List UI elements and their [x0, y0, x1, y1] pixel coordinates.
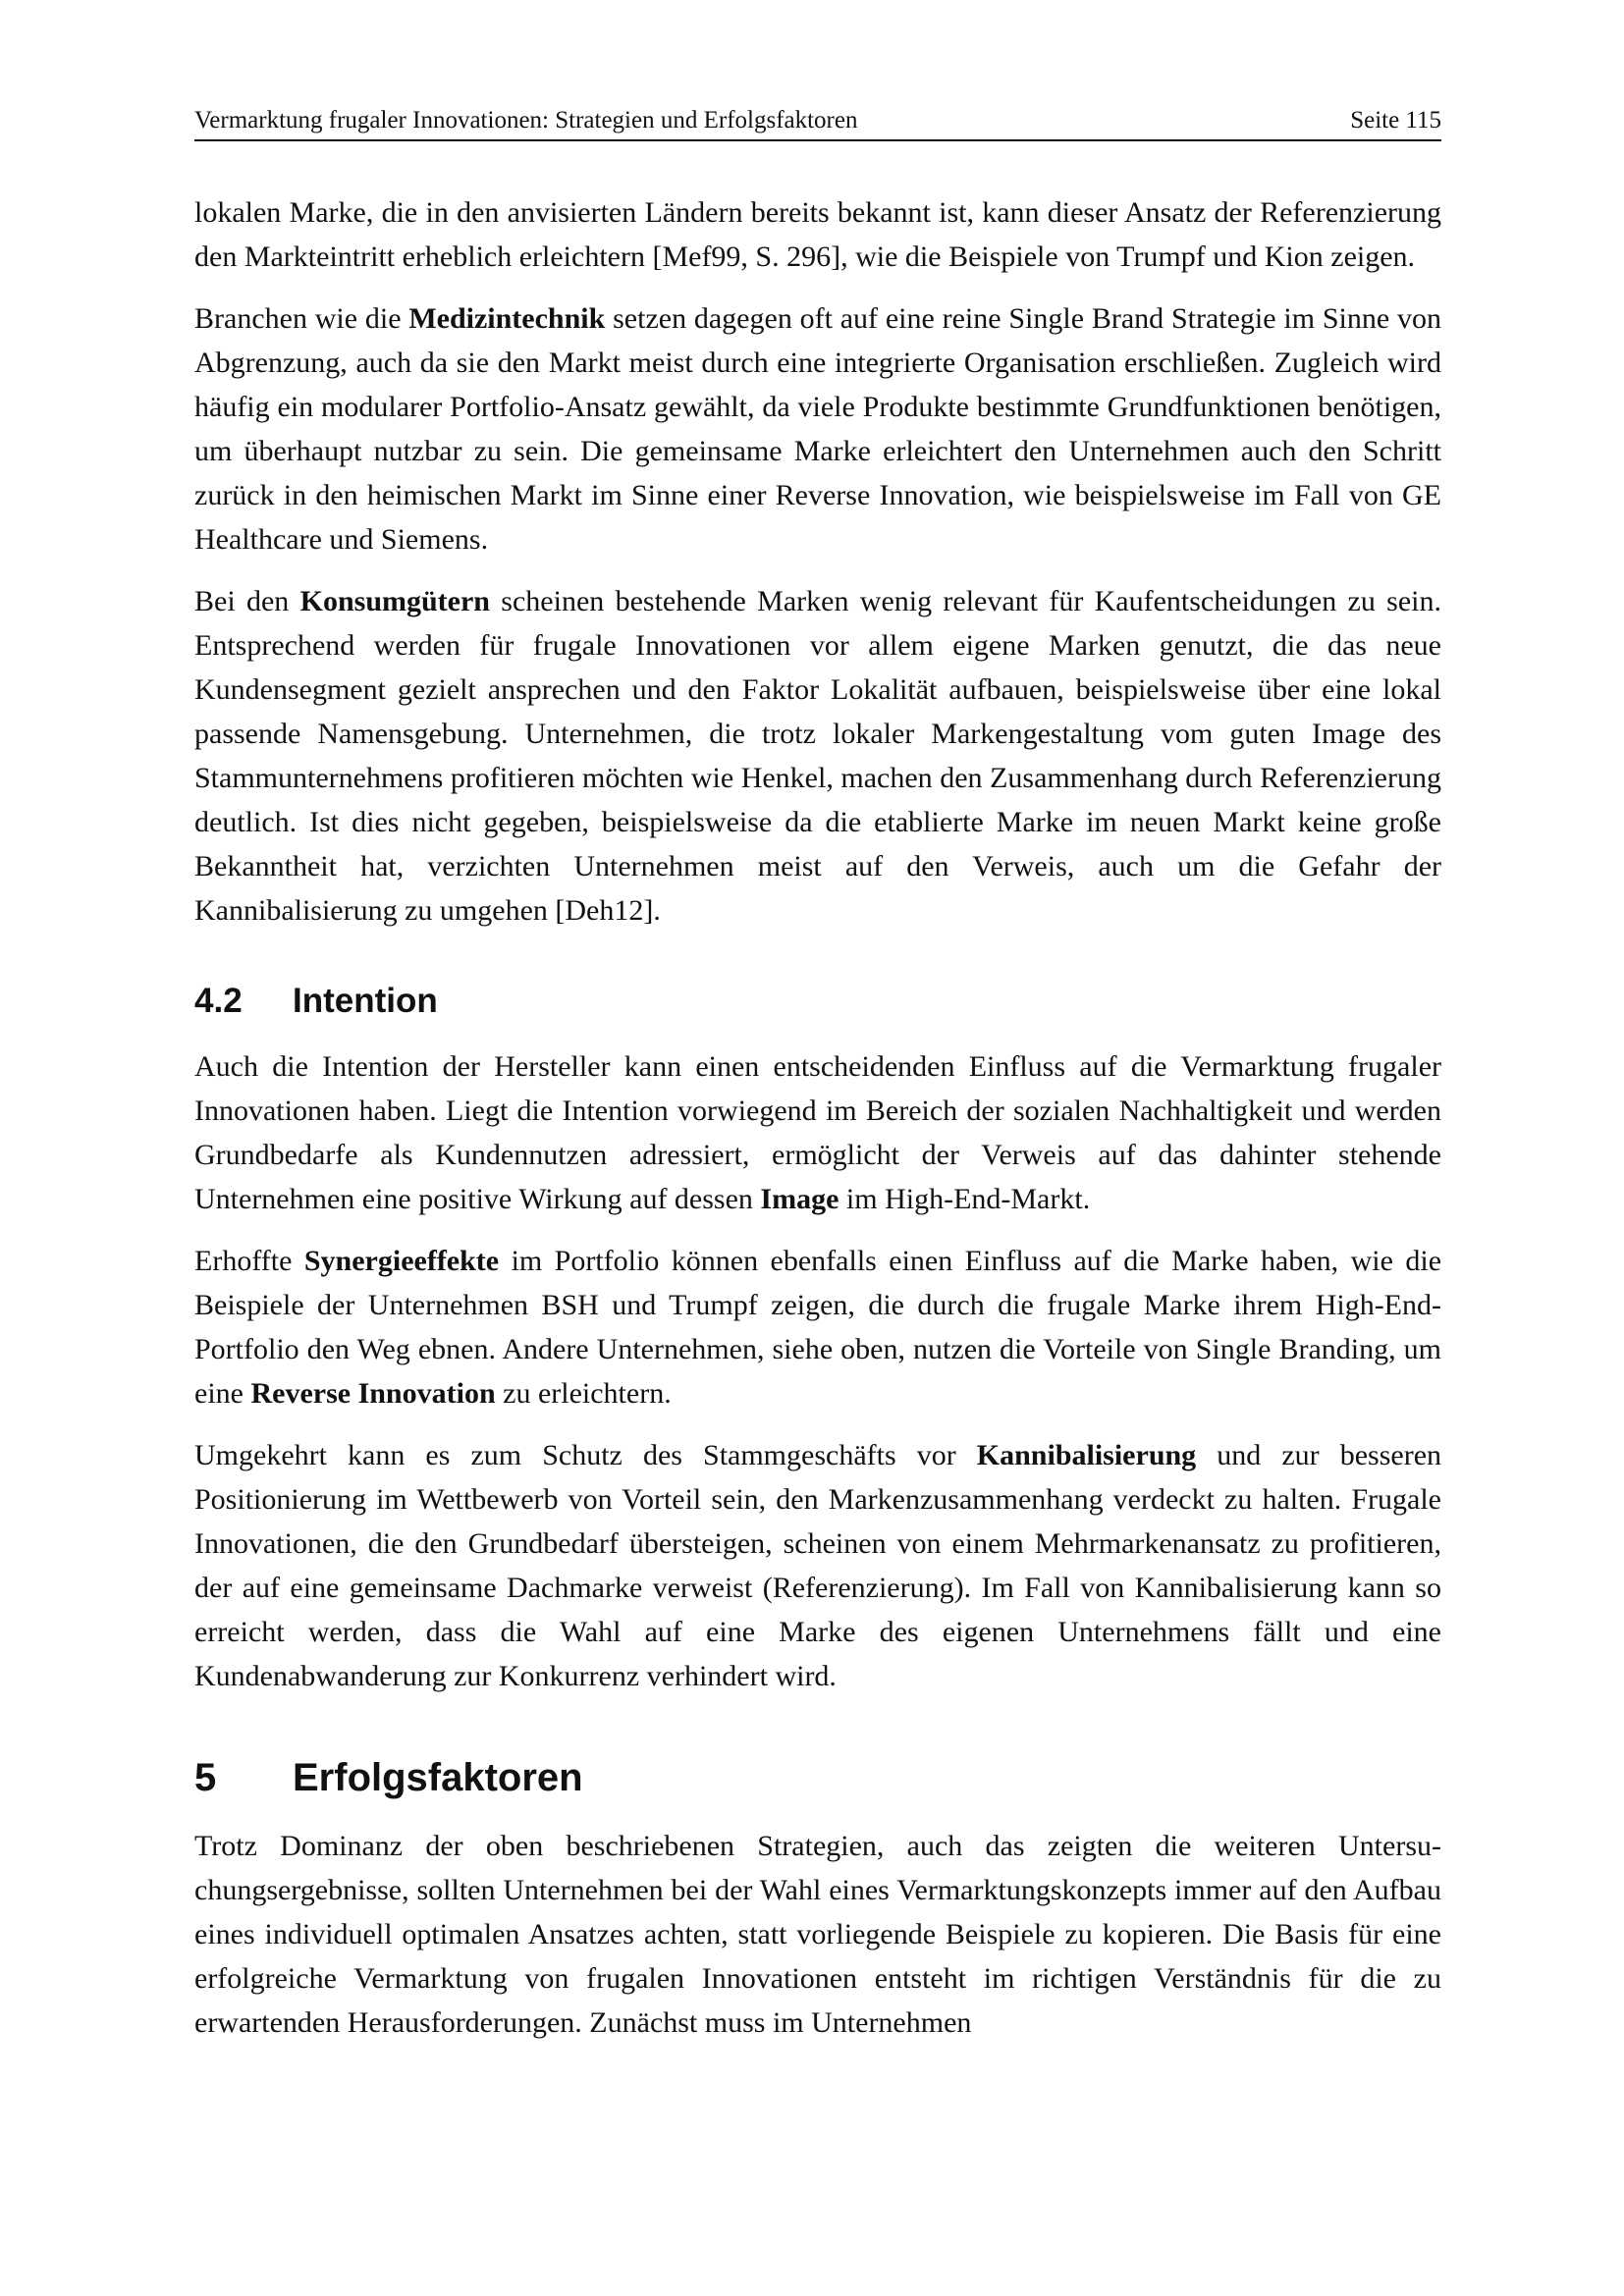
paragraph-text: scheinen bestehende Marken wenig relevant für Kaufentscheidungen zu sein. Entsprechend werden für frugale Innovationen vor allem eigene Marken genutzt, die das neue Kundensegment gezielt ansprechen und den Faktor Lokalität aufbauen, beispielsweise über eine lokal passende Namensgebung. Unternehmen, die trotz lokaler Markengestaltung vom guten Image des Stammunternehmens profitieren möchten wie Henkel, machen den Zusammenhang durch Referenzierung deutlich. Ist dies nicht gegeben, beispielsweise da die etablierte Marke im neuen Markt keine große Bekanntheit hat, verzichten Unternehmen meist auf den Verweis, auch um die Gefahr der Kannibalisierung zu umgehen [Deh12]. [194, 585, 1441, 927]
paragraph-text: zu erleichtern. [495, 1377, 672, 1410]
paragraph-referenzierung [194, 190, 1441, 279]
paragraph-text: Erhoffte [194, 1245, 304, 1277]
bold-term-synergieeffekte: Synergieeffekte [303, 1245, 500, 1277]
section-number: 5 [194, 1756, 217, 1799]
bold-term-medizintechnik: Medizintechnik [408, 302, 606, 335]
paragraph-text: Branchen wie die [194, 302, 409, 335]
bold-term-reverse-innovation: Reverse Innovation [250, 1377, 496, 1410]
paragraph-text: Umgekehrt kann es zum Schutz des Stammgeschäfts vor [194, 1439, 977, 1471]
paragraph-text: im Portfolio können ebenfalls einen Einfluss auf die Marke haben, wie die Beispiele der Unternehmen BSH und Trumpf zeigen, die durch die frugale Marke ihrem High-End-Portfolio den Weg ebnen. Andere Unternehmen, siehe oben, nutzen die Vorteile von Single Branding, um eine [194, 1245, 1442, 1410]
running-header [194, 106, 1441, 141]
paragraph-text: im High-End-Markt. [839, 1183, 1091, 1215]
body-text [194, 190, 1441, 2045]
paragraph-text: lokalen Marke, die in den anvisierten Ländern bereits bekannt ist, kann dieser Ansatz der Referenzierung den Markteintritt erheblich erleichtern [Mef99, S. 296], wie die Beispiele von Trumpf und Kion zeigen. [194, 196, 1441, 273]
page [194, 106, 1441, 2062]
paragraph-synergieeffekte [194, 1239, 1441, 1415]
bold-term-kannibalisierung: Kannibalisierung [976, 1439, 1197, 1471]
section-title: Erfolgsfaktoren [293, 1756, 583, 1799]
bold-term-image: Image [760, 1183, 839, 1215]
paragraph-text: Bei den [194, 585, 300, 617]
paragraph-erfolgsfaktoren [194, 1824, 1441, 2045]
section-title: Intention [293, 982, 438, 1020]
bold-term-konsumgueter: Konsumgütern [299, 585, 490, 617]
paragraph-text: Trotz Dominanz der oben beschriebenen Strategien, auch das zeigten die weiteren Untersuchungsergebnisse, sollten Unternehmen bei der Wahl eines Vermarktungskonzepts immer auf den Aufbau eines individuell optimalen Ansatzes achten, statt vorliegende Beispiele zu kopieren. Die Basis für eine erfolgreiche Vermarktung von frugalen Innovationen entsteht im richtigen Verständnis für die zu erwartenden Herausforderungen. Zunächst muss im Unternehmen [194, 1830, 1441, 2039]
section-heading-intention [194, 980, 1441, 1023]
paragraph-text: Auch die Intention der Hersteller kann einen entscheidenden Einfluss auf die Vermarktung frugaler Innovationen haben. Liegt die Intention vorwiegend im Bereich der sozialen Nachhaltigkeit und werden Grundbedarfe als Kundennutzen adressiert, ermöglicht der Verweis auf das dahinter stehende Unternehmen eine positive Wirkung auf dessen [194, 1050, 1441, 1215]
paragraph-text: setzen dagegen oft auf eine reine Single Brand Strategie im Sinne von Abgrenzung, auch da sie den Markt meist durch eine integrierte Organisation erschließen. Zugleich wird häufig ein modularer Portfolio-Ansatz gewählt, da viele Produkte bestimmte Grundfunktionen benötigen, um überhaupt nutzbar zu sein. Die gemeinsame Marke erleichtert den Unternehmen auch den Schritt zurück in den heimischen Markt im Sinne einer Reverse Innovation, wie beispielsweise im Fall von GE Healthcare und Siemens. [194, 302, 1441, 556]
paragraph-intention [194, 1044, 1441, 1221]
paragraph-kannibalisierung [194, 1433, 1441, 1698]
paragraph-konsumgueter [194, 579, 1441, 933]
page-number: Seite 115 [1350, 107, 1441, 133]
paragraph-text: und zur besseren Positionierung im Wettbewerb von Vorteil sein, den Markenzusammenhang verdeckt zu halten. Frugale Innovationen, die den Grundbedarf übersteigen, scheinen von einem Mehrmarkenansatz zu profitieren, der auf eine gemeinsame Dachmarke verweist (Referenzierung). Im Fall von Kannibalisierung kann so erreicht werden, dass die Wahl auf eine Marke des eigenen Unternehmens fällt und eine Kundenabwanderung zur Konkurrenz verhindert wird. [194, 1439, 1442, 1692]
section-number: 4.2 [194, 982, 243, 1020]
section-heading-erfolgsfaktoren [194, 1753, 1441, 1802]
paragraph-medizintechnik [194, 296, 1441, 561]
running-header-title: Vermarktung frugaler Innovationen: Strategien und Erfolgsfaktoren [194, 107, 858, 133]
